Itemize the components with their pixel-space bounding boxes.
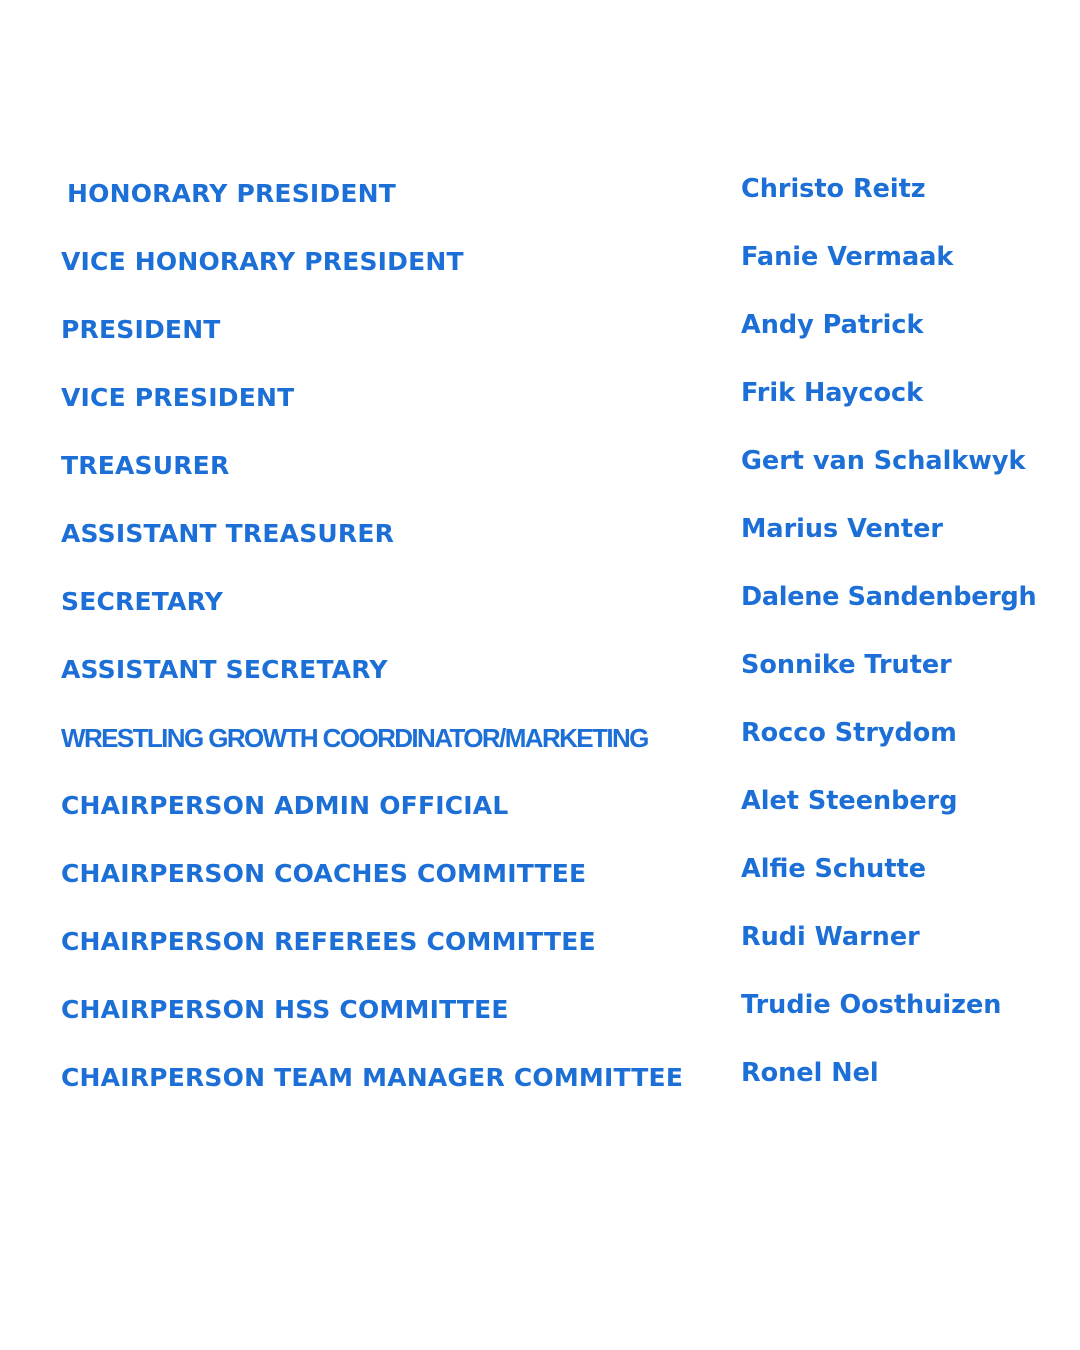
role-label: WRESTLING GROWTH COORDINATOR/MARKETING <box>61 723 648 753</box>
member-name: Christo Reitz <box>741 174 926 204</box>
committee-row-assistant-secretary <box>0 650 1080 690</box>
member-name: Fanie Vermaak <box>741 242 954 272</box>
member-name: Alfie Schutte <box>741 854 927 884</box>
member-name: Frik Haycock <box>741 378 924 408</box>
member-name: Andy Patrick <box>741 310 924 340</box>
role-label: ASSISTANT SECRETARY <box>61 655 388 684</box>
role-label: CHAIRPERSON COACHES COMMITTEE <box>61 859 587 888</box>
committee-row-chairperson-referees <box>0 922 1080 962</box>
member-name: Rocco Strydom <box>741 718 957 748</box>
committee-row-wrestling-growth-coordinator <box>0 718 1080 758</box>
committee-row-vice-honorary-president <box>0 242 1080 282</box>
role-label: CHAIRPERSON REFEREES COMMITTEE <box>61 927 596 956</box>
committee-row-chairperson-team-manager <box>0 1058 1080 1098</box>
role-label: PRESIDENT <box>61 315 221 344</box>
member-name: Dalene Sandenbergh <box>741 582 1037 612</box>
member-name: Marius Venter <box>741 514 943 544</box>
committee-row-assistant-treasurer <box>0 514 1080 554</box>
role-label: VICE HONORARY PRESIDENT <box>61 247 464 276</box>
role-label: HONORARY PRESIDENT <box>67 179 397 208</box>
member-name: Trudie Oosthuizen <box>741 990 1002 1020</box>
committee-row-honorary-president <box>0 174 1080 214</box>
member-name: Alet Steenberg <box>741 786 958 816</box>
member-name: Rudi Warner <box>741 922 920 952</box>
role-label: CHAIRPERSON TEAM MANAGER COMMITTEE <box>61 1063 684 1092</box>
committee-row-chairperson-coaches <box>0 854 1080 894</box>
committee-row-treasurer <box>0 446 1080 486</box>
committee-row-secretary <box>0 582 1080 622</box>
committee-row-chairperson-admin-official <box>0 786 1080 826</box>
role-label: SECRETARY <box>61 587 224 616</box>
role-label: TREASURER <box>61 451 230 480</box>
member-name: Ronel Nel <box>741 1058 879 1088</box>
committee-row-chairperson-hss <box>0 990 1080 1030</box>
member-name: Gert van Schalkwyk <box>741 446 1026 476</box>
committee-row-vice-president <box>0 378 1080 418</box>
role-label: VICE PRESIDENT <box>61 383 295 412</box>
member-name: Sonnike Truter <box>741 650 952 680</box>
committee-row-president <box>0 310 1080 350</box>
role-label: CHAIRPERSON HSS COMMITTEE <box>61 995 509 1024</box>
role-label: ASSISTANT TREASURER <box>61 519 395 548</box>
role-label: CHAIRPERSON ADMIN OFFICIAL <box>61 791 509 820</box>
